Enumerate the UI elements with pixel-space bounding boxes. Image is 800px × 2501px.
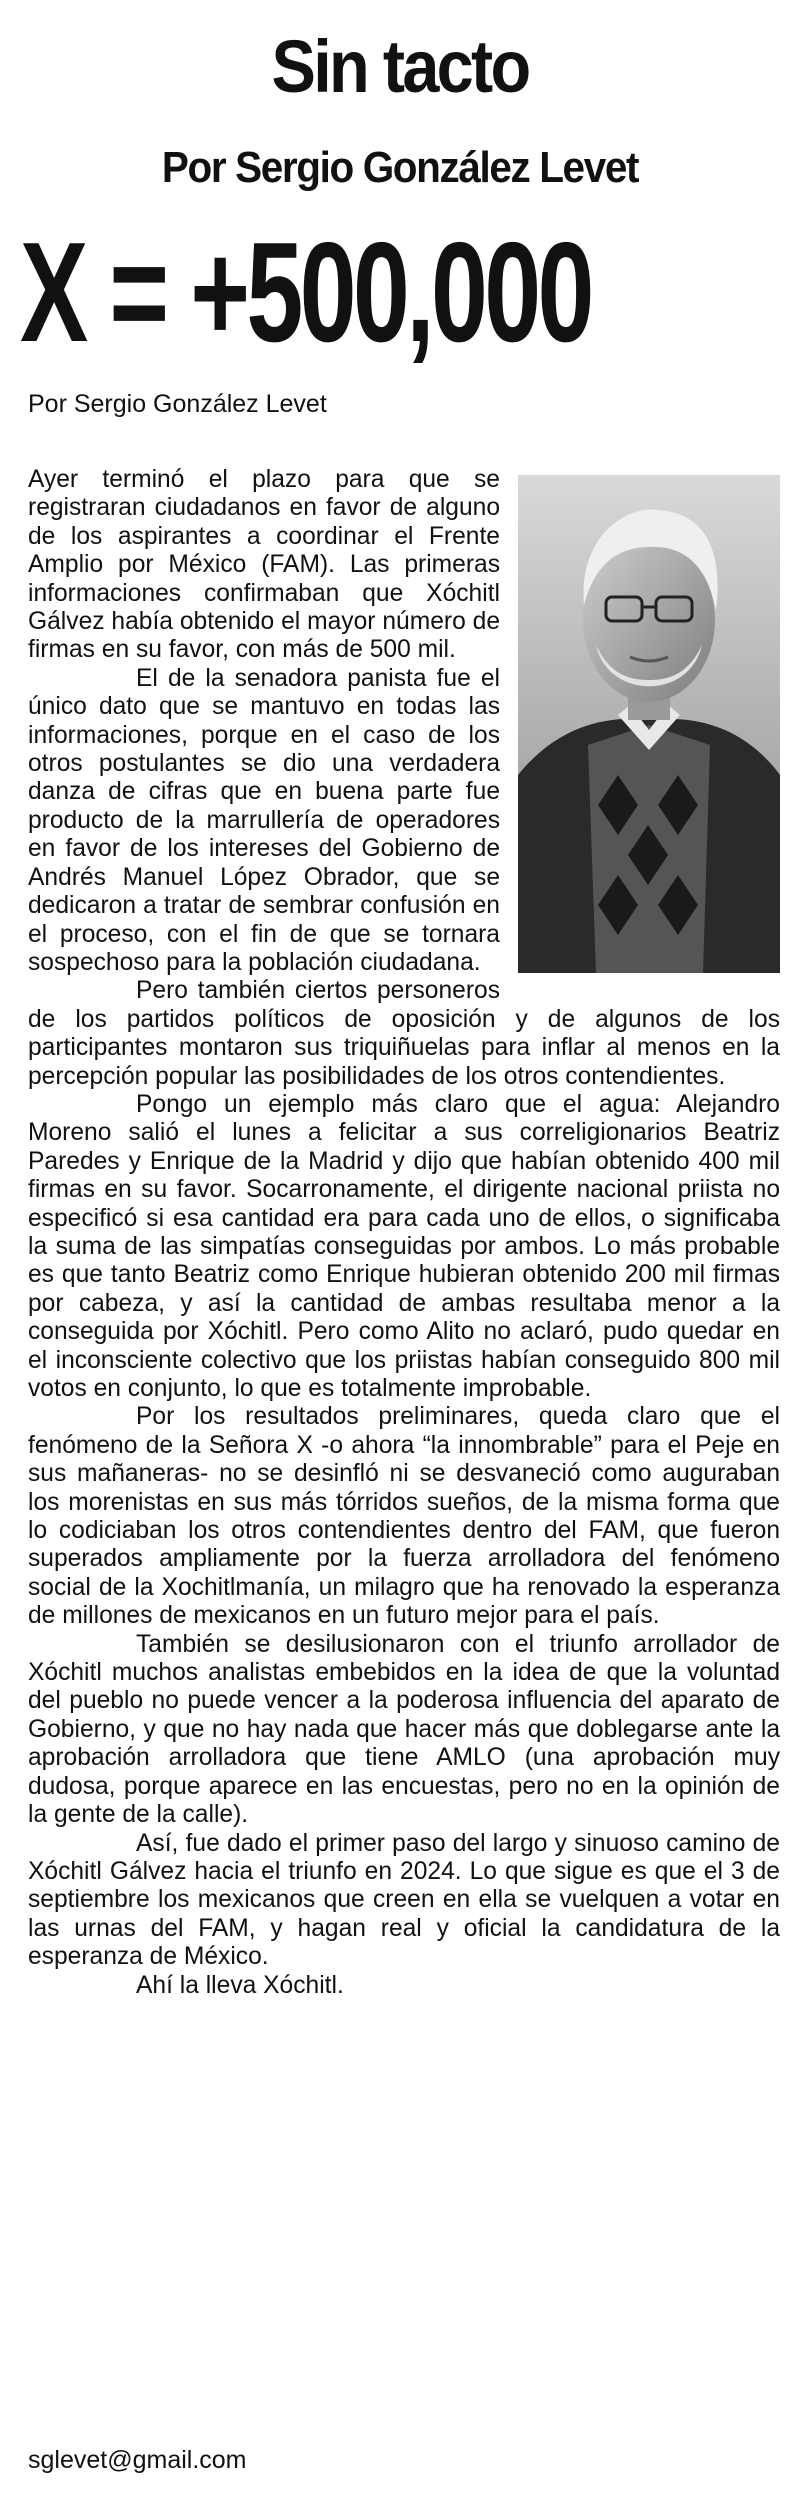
photo-spacer: [510, 470, 780, 980]
column-author: Por Sergio González Levet: [161, 143, 639, 192]
article-body: [28, 466, 780, 2000]
paragraph: También se desilusionaron con el triunfo arrollador de Xóchitl muchos analistas embebidos en la idea de que la voluntad del pueblo no puede vencer a la poderosa influencia del aparato de Gobierno, y que no hay nada que hacer más que doblegarse ante la aprobación arrolladora que tiene AMLO (una aprobación muy dudosa, porque aparece en las encuestas, pero no en la opinión de la gente de la calle).: [28, 1630, 780, 1829]
paragraph: El de la senadora panista fue el único dato que se mantuvo en todas las informaciones, porque en el caso de los otros postulantes se dio una verdadera danza de cifras que en buena parte fue producto de la marrullería de operadores en favor de los intereses del Gobierno de Andrés Manuel López Obrador, que se dedicaron a tratar de sembrar confusión en el proceso, con el fin de que se tornara sospechoso para la población ciudadana.: [28, 664, 500, 976]
paragraph: Por los resultados preliminares, queda claro que el fenómeno de la Señora X -o ahora “la innombrable” para el Peje en sus mañaneras- no se desinfló ni se desvaneció como auguraban los morenistas en sus más tórridos sueños, de la misma forma que lo codiciaban los otros contendientes dentro del FAM, que fueron superados ampliamente por la fuerza arrolladora del fenómeno social de la Xochitlmanía, un milagro que ha renovado la esperanza de millones de mexicanos en un futuro mejor para el país.: [28, 1403, 780, 1630]
paragraph: Pero también ciertos personeros de los partidos políticos de oposición y de algunos de los participantes montaron sus triquiñuelas para inflar al menos en la percepción popular las posibilidades de los otros contendientes.: [28, 977, 780, 1090]
byline: Por Sergio González Levet: [28, 390, 327, 418]
paragraph: Ahí la lleva Xóchitl.: [136, 1971, 344, 1999]
paragraph: Ayer terminó el plazo para que se registraran ciudadanos en favor de alguno de los aspirantes a coordinar el Frente Amplio por México (FAM). Las primeras informaciones confirmaban que Xóchitl Gálvez había obtenido el mayor número de firmas en su favor, con más de 500 mil.: [28, 466, 500, 664]
headline: X = +500,000: [20, 213, 591, 372]
paragraph: Así, fue dado el primer paso del largo y sinuoso camino de Xóchitl Gálvez hacia el triunfo en 2024. Lo que sigue es que el 3 de septiembre los mexicanos que creen en ella se vuelquen a votar en las urnas del FAM, y hagan real y oficial la candidatura de la esperanza de México.: [28, 1829, 780, 1971]
paragraph: Pongo un ejemplo más claro que el agua: Alejandro Moreno salió el lunes a felicitar a sus correligionarios Beatriz Paredes y Enrique de la Madrid y dijo que habían obtenido 400 mil firmas en su favor. Socarronamente, el dirigente nacional priista no especificó si esa cantidad era para cada uno de ellos, o significaba la suma de las simpatías conseguidas por ambos. Lo más probable es que tanto Beatriz como Enrique hubieran obtenido 200 mil firmas por cabeza, y así la cantidad de ambas resultaba menor a la conseguida por Xóchitl. Pero como Alito no aclaró, pudo quedar en el inconsciente colectivo que los priistas habían conseguido 800 mil votos en conjunto, lo que es totalmente improbable.: [28, 1090, 780, 1402]
column-title: Sin tacto: [271, 25, 529, 108]
author-email-link[interactable]: sglevet@gmail.com: [28, 2446, 247, 2474]
